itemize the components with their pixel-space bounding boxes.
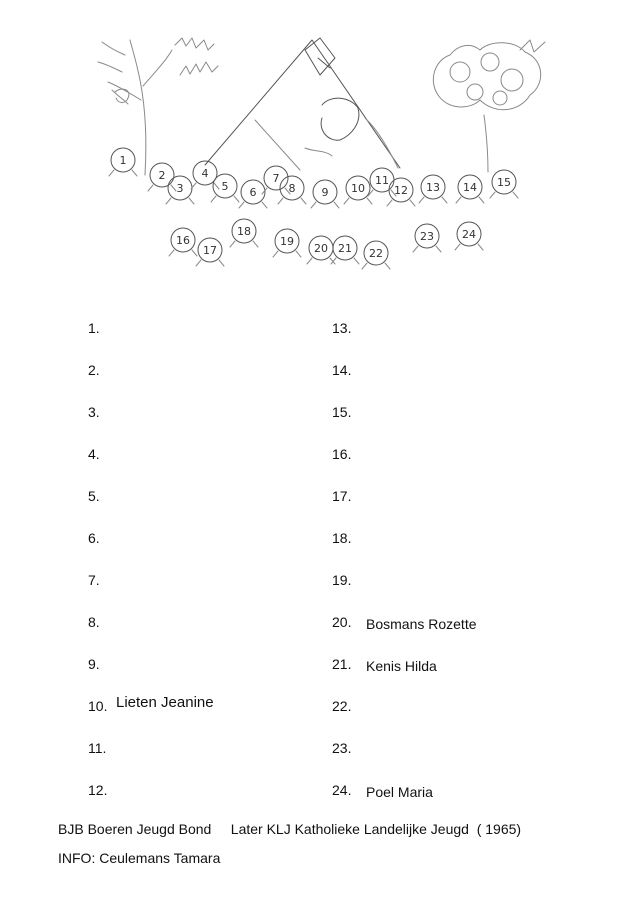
- circle-number-label: 13: [426, 181, 440, 194]
- list-item: [330, 608, 590, 650]
- list-item: [88, 314, 348, 356]
- list-item: [330, 692, 590, 734]
- circle-number-label: 15: [497, 176, 511, 189]
- circle-number-label: 6: [249, 186, 257, 199]
- circle-number-label: 16: [176, 234, 190, 247]
- person-circle: [239, 180, 267, 208]
- list-item-number: 16.: [332, 446, 352, 462]
- circle-number-label: 8: [288, 182, 296, 195]
- footer-organization: BJB Boeren Jeugd Bond Later KLJ Katholieke Landelijke Jeugd ( 1965): [58, 821, 522, 837]
- list-item: [88, 440, 348, 482]
- circle-number-label: 22: [369, 247, 383, 260]
- circle-number-label: 5: [221, 180, 229, 193]
- list-item: [88, 398, 348, 440]
- list-item: [330, 650, 590, 692]
- circle-number-label: 4: [201, 167, 209, 180]
- person-circle: [311, 180, 339, 208]
- person-circle: [413, 224, 441, 252]
- list-item-number: 20.: [332, 614, 352, 630]
- circle-number-label: 12: [394, 184, 408, 197]
- list-item-name: Poel Maria: [366, 784, 433, 800]
- list-item-number: 7.: [88, 572, 100, 588]
- list-item-number: 13.: [332, 320, 352, 336]
- person-circle: [211, 174, 239, 202]
- list-item-number: 4.: [88, 446, 100, 462]
- circle-number-label: 23: [420, 230, 434, 243]
- circle-number-label: 3: [176, 182, 184, 195]
- circle-number-label: 18: [237, 225, 251, 238]
- person-circle: [456, 175, 484, 203]
- list-item-number: 18.: [332, 530, 352, 546]
- list-item: [88, 356, 348, 398]
- circle-number-label: 2: [158, 169, 166, 182]
- list-item-number: 9.: [88, 656, 100, 672]
- circle-number-label: 1: [119, 154, 127, 167]
- list-item: [330, 440, 590, 482]
- pencil-sketch: [0, 0, 620, 300]
- list-item-number: 5.: [88, 488, 100, 504]
- list-item-number: 14.: [332, 362, 352, 378]
- footer-info: INFO: Ceulemans Tamara: [58, 850, 221, 866]
- person-circle: [331, 236, 359, 264]
- person-circle: [455, 222, 483, 250]
- list-item-number: 11.: [88, 740, 107, 756]
- person-circle: [166, 176, 194, 204]
- person-circle: [109, 148, 137, 176]
- list-item-name: Kenis Hilda: [366, 658, 437, 674]
- list-item: [330, 524, 590, 566]
- list-item: [88, 524, 348, 566]
- list-item: [88, 734, 348, 776]
- list-item-name: Lieten Jeanine: [116, 694, 214, 711]
- right-tree-drawing: [433, 40, 545, 172]
- names-list-right: [330, 314, 590, 818]
- person-circle: [273, 229, 301, 257]
- list-item-number: 15.: [332, 404, 352, 420]
- circle-number-label: 21: [338, 242, 352, 255]
- circle-number-label: 14: [463, 181, 477, 194]
- list-item-name: Bosmans Rozette: [366, 616, 477, 632]
- names-list-left: [88, 314, 348, 818]
- list-item-number: 23.: [332, 740, 352, 756]
- person-circle: [196, 238, 224, 266]
- list-item: [330, 398, 590, 440]
- list-item-number: 2.: [88, 362, 100, 378]
- list-item-number: 19.: [332, 572, 352, 588]
- person-circle: [387, 178, 415, 206]
- list-item: [330, 356, 590, 398]
- list-item-number: 24.: [332, 782, 352, 798]
- list-item-number: 10.: [88, 698, 108, 714]
- person-circle: [169, 228, 197, 256]
- circle-number-label: 20: [314, 242, 328, 255]
- list-item: [88, 608, 348, 650]
- list-item-number: 6.: [88, 530, 100, 546]
- list-item: [330, 482, 590, 524]
- list-item: [88, 566, 348, 608]
- person-circle: [307, 236, 335, 264]
- person-circle: [230, 219, 258, 247]
- numbered-circles: [109, 148, 518, 269]
- list-item: [330, 314, 590, 356]
- person-circle: [419, 175, 447, 203]
- list-item-number: 12.: [88, 782, 108, 798]
- person-circle: [344, 176, 372, 204]
- circle-number-label: 19: [280, 235, 294, 248]
- person-circle: [262, 166, 290, 194]
- person-circle: [490, 170, 518, 198]
- list-item: [330, 776, 590, 818]
- circle-number-label: 17: [203, 244, 217, 257]
- circle-number-label: 10: [351, 182, 365, 195]
- circle-number-label: 11: [375, 174, 389, 187]
- circle-number-label: 7: [272, 172, 280, 185]
- list-item-number: 21.: [332, 656, 352, 672]
- list-item-number: 8.: [88, 614, 100, 630]
- list-item: [330, 734, 590, 776]
- person-circle: [148, 163, 176, 191]
- list-item: [88, 482, 348, 524]
- list-item-number: 17.: [332, 488, 352, 504]
- left-tree-drawing: [98, 38, 218, 175]
- list-item-number: 3.: [88, 404, 100, 420]
- circle-number-label: 24: [462, 228, 476, 241]
- circle-number-label: 9: [321, 186, 329, 199]
- list-item: [88, 776, 348, 818]
- tent-drawing: [205, 38, 400, 170]
- list-item: [88, 650, 348, 692]
- list-item: [88, 692, 348, 734]
- list-item-number: 1.: [88, 320, 100, 336]
- person-circle: [278, 176, 306, 204]
- list-item-number: 22.: [332, 698, 352, 714]
- list-item: [330, 566, 590, 608]
- person-circle: [362, 241, 390, 269]
